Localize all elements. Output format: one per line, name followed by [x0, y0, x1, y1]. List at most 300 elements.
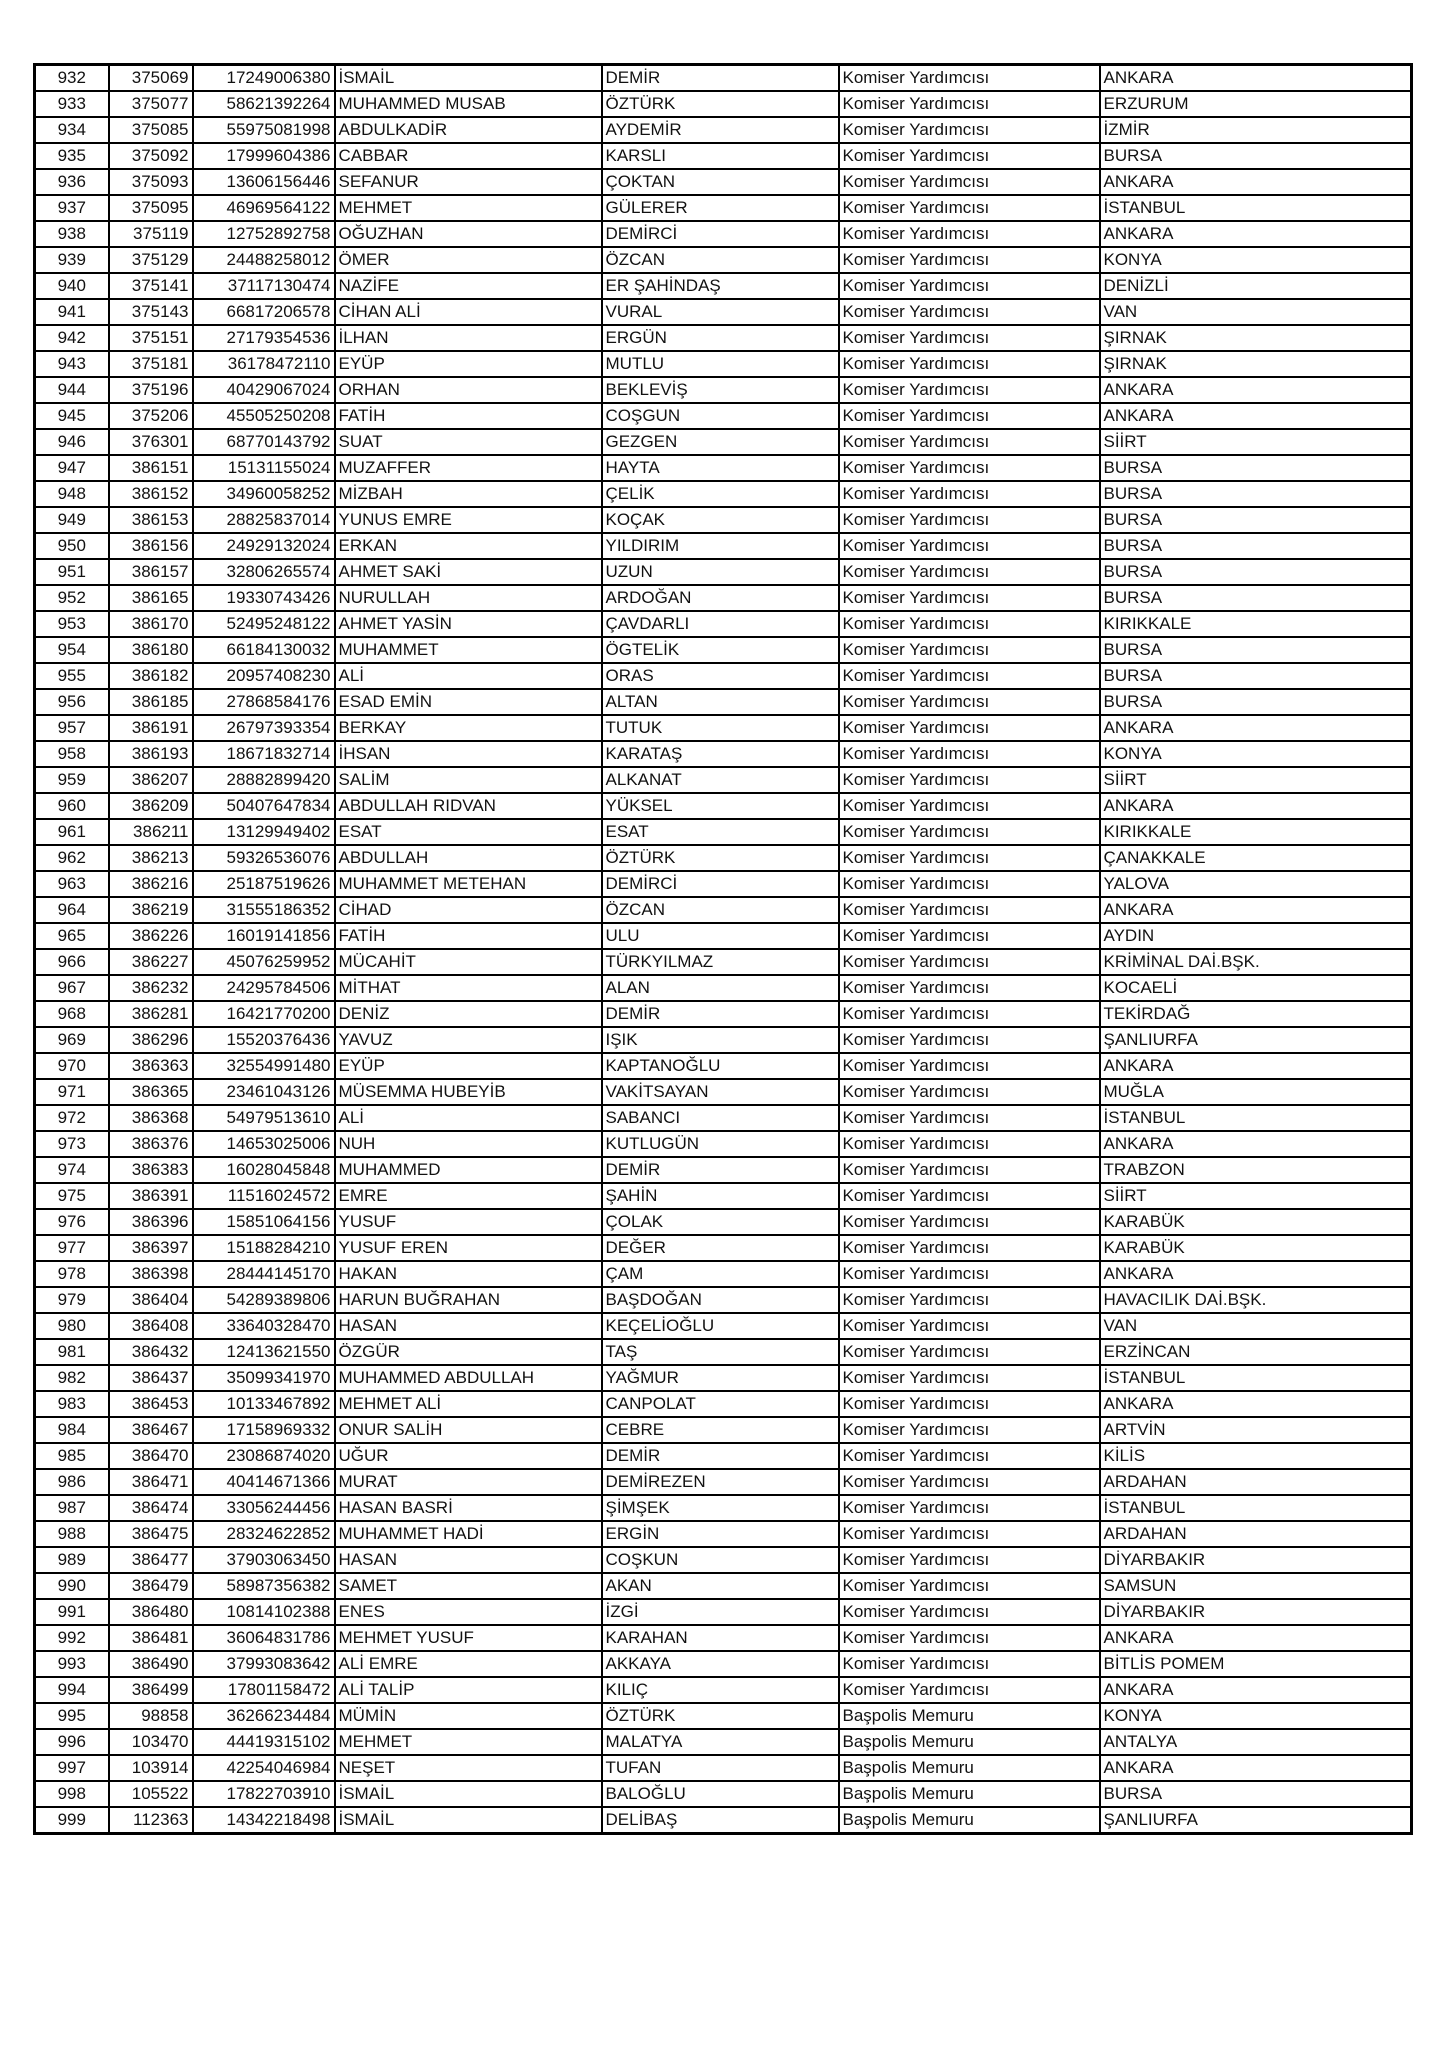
row-number-cell: 977: [35, 1235, 109, 1261]
rank-cell: Komiser Yardımcısı: [839, 741, 1100, 767]
rank-cell: Komiser Yardımcısı: [839, 1079, 1100, 1105]
table-row: [35, 1417, 1412, 1443]
last-name-cell: KEÇELİOĞLU: [602, 1313, 839, 1339]
row-number-cell: 994: [35, 1677, 109, 1703]
registry-number-cell: 386398: [109, 1261, 193, 1287]
row-number-cell: 937: [35, 195, 109, 221]
last-name-cell: ŞİMŞEK: [602, 1495, 839, 1521]
last-name-cell: TAŞ: [602, 1339, 839, 1365]
unit-cell: KİLİS: [1100, 1443, 1412, 1469]
last-name-cell: ÖZCAN: [602, 897, 839, 923]
first-name-cell: MUHAMMET HADİ: [335, 1521, 602, 1547]
rank-cell: Komiser Yardımcısı: [839, 1651, 1100, 1677]
row-number-cell: 962: [35, 845, 109, 871]
id-number-cell: 18671832714: [193, 741, 335, 767]
rank-cell: Komiser Yardımcısı: [839, 767, 1100, 793]
row-number-cell: 933: [35, 91, 109, 117]
first-name-cell: MEHMET YUSUF: [335, 1625, 602, 1651]
unit-cell: İSTANBUL: [1100, 1495, 1412, 1521]
row-number-cell: 975: [35, 1183, 109, 1209]
row-number-cell: 973: [35, 1131, 109, 1157]
unit-cell: DENİZLİ: [1100, 273, 1412, 299]
table-row: [35, 871, 1412, 897]
unit-cell: ANKARA: [1100, 793, 1412, 819]
registry-number-cell: 386453: [109, 1391, 193, 1417]
id-number-cell: 13606156446: [193, 169, 335, 195]
first-name-cell: DENİZ: [335, 1001, 602, 1027]
last-name-cell: TÜRKYILMAZ: [602, 949, 839, 975]
rank-cell: Komiser Yardımcısı: [839, 845, 1100, 871]
unit-cell: ŞIRNAK: [1100, 325, 1412, 351]
rank-cell: Komiser Yardımcısı: [839, 1261, 1100, 1287]
row-number-cell: 996: [35, 1729, 109, 1755]
rank-cell: Komiser Yardımcısı: [839, 1391, 1100, 1417]
id-number-cell: 16028045848: [193, 1157, 335, 1183]
first-name-cell: NURULLAH: [335, 585, 602, 611]
last-name-cell: HAYTA: [602, 455, 839, 481]
unit-cell: ANKARA: [1100, 1261, 1412, 1287]
rank-cell: Komiser Yardımcısı: [839, 1053, 1100, 1079]
last-name-cell: AKKAYA: [602, 1651, 839, 1677]
rank-cell: Komiser Yardımcısı: [839, 689, 1100, 715]
registry-number-cell: 386490: [109, 1651, 193, 1677]
id-number-cell: 15188284210: [193, 1235, 335, 1261]
id-number-cell: 27179354536: [193, 325, 335, 351]
id-number-cell: 54289389806: [193, 1287, 335, 1313]
rank-cell: Komiser Yardımcısı: [839, 1547, 1100, 1573]
id-number-cell: 25187519626: [193, 871, 335, 897]
id-number-cell: 17999604386: [193, 143, 335, 169]
row-number-cell: 989: [35, 1547, 109, 1573]
table-row: [35, 299, 1412, 325]
table-row: [35, 429, 1412, 455]
table-row: [35, 1599, 1412, 1625]
unit-cell: İZMİR: [1100, 117, 1412, 143]
row-number-cell: 998: [35, 1781, 109, 1807]
first-name-cell: YAVUZ: [335, 1027, 602, 1053]
unit-cell: ERZİNCAN: [1100, 1339, 1412, 1365]
table-row: [35, 1391, 1412, 1417]
row-number-cell: 934: [35, 117, 109, 143]
last-name-cell: ERGİN: [602, 1521, 839, 1547]
registry-number-cell: 98858: [109, 1703, 193, 1729]
rank-cell: Komiser Yardımcısı: [839, 1495, 1100, 1521]
table-body: [35, 65, 1412, 1834]
row-number-cell: 963: [35, 871, 109, 897]
registry-number-cell: 386219: [109, 897, 193, 923]
id-number-cell: 50407647834: [193, 793, 335, 819]
table-row: [35, 845, 1412, 871]
id-number-cell: 42254046984: [193, 1755, 335, 1781]
id-number-cell: 27868584176: [193, 689, 335, 715]
last-name-cell: KARATAŞ: [602, 741, 839, 767]
rank-cell: Komiser Yardımcısı: [839, 117, 1100, 143]
first-name-cell: FATİH: [335, 923, 602, 949]
rank-cell: Komiser Yardımcısı: [839, 247, 1100, 273]
unit-cell: KONYA: [1100, 247, 1412, 273]
last-name-cell: SABANCI: [602, 1105, 839, 1131]
rank-cell: Komiser Yardımcısı: [839, 949, 1100, 975]
row-number-cell: 982: [35, 1365, 109, 1391]
first-name-cell: MEHMET: [335, 1729, 602, 1755]
first-name-cell: CABBAR: [335, 143, 602, 169]
first-name-cell: ABDULLAH RIDVAN: [335, 793, 602, 819]
id-number-cell: 24295784506: [193, 975, 335, 1001]
row-number-cell: 961: [35, 819, 109, 845]
table-row: [35, 273, 1412, 299]
row-number-cell: 939: [35, 247, 109, 273]
rank-cell: Komiser Yardımcısı: [839, 273, 1100, 299]
row-number-cell: 992: [35, 1625, 109, 1651]
row-number-cell: 944: [35, 377, 109, 403]
first-name-cell: MEHMET ALİ: [335, 1391, 602, 1417]
row-number-cell: 997: [35, 1755, 109, 1781]
first-name-cell: UĞUR: [335, 1443, 602, 1469]
last-name-cell: DEMİRCİ: [602, 221, 839, 247]
rank-cell: Komiser Yardımcısı: [839, 377, 1100, 403]
id-number-cell: 40429067024: [193, 377, 335, 403]
registry-number-cell: 386170: [109, 611, 193, 637]
unit-cell: ARTVİN: [1100, 1417, 1412, 1443]
unit-cell: KOCAELİ: [1100, 975, 1412, 1001]
last-name-cell: ŞAHİN: [602, 1183, 839, 1209]
table-row: [35, 1547, 1412, 1573]
rank-cell: Komiser Yardımcısı: [839, 1365, 1100, 1391]
id-number-cell: 23461043126: [193, 1079, 335, 1105]
table-row: [35, 1443, 1412, 1469]
unit-cell: ANKARA: [1100, 403, 1412, 429]
rank-cell: Komiser Yardımcısı: [839, 481, 1100, 507]
id-number-cell: 15520376436: [193, 1027, 335, 1053]
row-number-cell: 993: [35, 1651, 109, 1677]
rank-cell: Komiser Yardımcısı: [839, 455, 1100, 481]
table-row: [35, 1235, 1412, 1261]
rank-cell: Komiser Yardımcısı: [839, 559, 1100, 585]
unit-cell: ANKARA: [1100, 221, 1412, 247]
table-row: [35, 715, 1412, 741]
id-number-cell: 12413621550: [193, 1339, 335, 1365]
first-name-cell: YUNUS EMRE: [335, 507, 602, 533]
first-name-cell: HASAN BASRİ: [335, 1495, 602, 1521]
row-number-cell: 981: [35, 1339, 109, 1365]
table-row: [35, 1339, 1412, 1365]
row-number-cell: 995: [35, 1703, 109, 1729]
unit-cell: KRİMİNAL DAİ.BŞK.: [1100, 949, 1412, 975]
registry-number-cell: 386475: [109, 1521, 193, 1547]
first-name-cell: ESAD EMİN: [335, 689, 602, 715]
rank-cell: Komiser Yardımcısı: [839, 403, 1100, 429]
id-number-cell: 16421770200: [193, 1001, 335, 1027]
first-name-cell: MÜMİN: [335, 1703, 602, 1729]
unit-cell: DİYARBAKIR: [1100, 1547, 1412, 1573]
last-name-cell: YÜKSEL: [602, 793, 839, 819]
table-row: [35, 455, 1412, 481]
registry-number-cell: 386227: [109, 949, 193, 975]
unit-cell: SAMSUN: [1100, 1573, 1412, 1599]
last-name-cell: TUTUK: [602, 715, 839, 741]
last-name-cell: AKAN: [602, 1573, 839, 1599]
first-name-cell: İHSAN: [335, 741, 602, 767]
unit-cell: ŞIRNAK: [1100, 351, 1412, 377]
first-name-cell: EYÜP: [335, 351, 602, 377]
registry-number-cell: 386296: [109, 1027, 193, 1053]
id-number-cell: 44419315102: [193, 1729, 335, 1755]
registry-number-cell: 112363: [109, 1807, 193, 1834]
registry-number-cell: 386365: [109, 1079, 193, 1105]
last-name-cell: YAĞMUR: [602, 1365, 839, 1391]
registry-number-cell: 103914: [109, 1755, 193, 1781]
rank-cell: Komiser Yardımcısı: [839, 299, 1100, 325]
first-name-cell: FATİH: [335, 403, 602, 429]
registry-number-cell: 386151: [109, 455, 193, 481]
unit-cell: ANKARA: [1100, 169, 1412, 195]
id-number-cell: 55975081998: [193, 117, 335, 143]
rank-cell: Komiser Yardımcısı: [839, 1469, 1100, 1495]
rank-cell: Komiser Yardımcısı: [839, 975, 1100, 1001]
table-row: [35, 1677, 1412, 1703]
row-number-cell: 974: [35, 1157, 109, 1183]
last-name-cell: ÇOLAK: [602, 1209, 839, 1235]
rank-cell: Komiser Yardımcısı: [839, 715, 1100, 741]
first-name-cell: HASAN: [335, 1547, 602, 1573]
unit-cell: KARABÜK: [1100, 1235, 1412, 1261]
registry-number-cell: 386213: [109, 845, 193, 871]
first-name-cell: MUHAMMED ABDULLAH: [335, 1365, 602, 1391]
last-name-cell: ÇELİK: [602, 481, 839, 507]
id-number-cell: 15131155024: [193, 455, 335, 481]
table-row: [35, 897, 1412, 923]
table-row: [35, 663, 1412, 689]
registry-number-cell: 386470: [109, 1443, 193, 1469]
id-number-cell: 28882899420: [193, 767, 335, 793]
unit-cell: ANKARA: [1100, 897, 1412, 923]
rank-cell: Başpolis Memuru: [839, 1755, 1100, 1781]
last-name-cell: DEĞER: [602, 1235, 839, 1261]
last-name-cell: VURAL: [602, 299, 839, 325]
first-name-cell: ORHAN: [335, 377, 602, 403]
first-name-cell: İSMAİL: [335, 1781, 602, 1807]
first-name-cell: ABDULKADİR: [335, 117, 602, 143]
first-name-cell: HAKAN: [335, 1261, 602, 1287]
table-row: [35, 1209, 1412, 1235]
id-number-cell: 68770143792: [193, 429, 335, 455]
row-number-cell: 978: [35, 1261, 109, 1287]
table-row: [35, 949, 1412, 975]
table-row: [35, 325, 1412, 351]
registry-number-cell: 386397: [109, 1235, 193, 1261]
unit-cell: BURSA: [1100, 559, 1412, 585]
unit-cell: KARABÜK: [1100, 1209, 1412, 1235]
unit-cell: BURSA: [1100, 637, 1412, 663]
rank-cell: Komiser Yardımcısı: [839, 1339, 1100, 1365]
row-number-cell: 979: [35, 1287, 109, 1313]
row-number-cell: 932: [35, 65, 109, 92]
last-name-cell: ÖGTELİK: [602, 637, 839, 663]
unit-cell: BURSA: [1100, 533, 1412, 559]
row-number-cell: 949: [35, 507, 109, 533]
unit-cell: SİİRT: [1100, 429, 1412, 455]
id-number-cell: 17822703910: [193, 1781, 335, 1807]
first-name-cell: MÜSEMMA HUBEYİB: [335, 1079, 602, 1105]
table-row: [35, 1651, 1412, 1677]
first-name-cell: SAMET: [335, 1573, 602, 1599]
registry-number-cell: 386165: [109, 585, 193, 611]
registry-number-cell: 375141: [109, 273, 193, 299]
personnel-table: [33, 63, 1413, 1835]
table-row: [35, 1261, 1412, 1287]
last-name-cell: GEZGEN: [602, 429, 839, 455]
rank-cell: Komiser Yardımcısı: [839, 897, 1100, 923]
rank-cell: Komiser Yardımcısı: [839, 1573, 1100, 1599]
last-name-cell: ESAT: [602, 819, 839, 845]
table-row: [35, 195, 1412, 221]
rank-cell: Komiser Yardımcısı: [839, 1157, 1100, 1183]
last-name-cell: COŞGUN: [602, 403, 839, 429]
registry-number-cell: 386383: [109, 1157, 193, 1183]
last-name-cell: DEMİREZEN: [602, 1469, 839, 1495]
registry-number-cell: 375077: [109, 91, 193, 117]
registry-number-cell: 375181: [109, 351, 193, 377]
unit-cell: ANKARA: [1100, 377, 1412, 403]
last-name-cell: ÇAM: [602, 1261, 839, 1287]
id-number-cell: 37117130474: [193, 273, 335, 299]
first-name-cell: NUH: [335, 1131, 602, 1157]
rank-cell: Komiser Yardımcısı: [839, 1625, 1100, 1651]
id-number-cell: 45076259952: [193, 949, 335, 975]
id-number-cell: 17158969332: [193, 1417, 335, 1443]
last-name-cell: GÜLERER: [602, 195, 839, 221]
rank-cell: Komiser Yardımcısı: [839, 637, 1100, 663]
rank-cell: Başpolis Memuru: [839, 1781, 1100, 1807]
row-number-cell: 986: [35, 1469, 109, 1495]
registry-number-cell: 375129: [109, 247, 193, 273]
table-row: [35, 611, 1412, 637]
table-row: [35, 481, 1412, 507]
registry-number-cell: 386226: [109, 923, 193, 949]
last-name-cell: BALOĞLU: [602, 1781, 839, 1807]
registry-number-cell: 105522: [109, 1781, 193, 1807]
registry-number-cell: 376301: [109, 429, 193, 455]
last-name-cell: DEMİR: [602, 1443, 839, 1469]
id-number-cell: 24929132024: [193, 533, 335, 559]
id-number-cell: 59326536076: [193, 845, 335, 871]
table-row: [35, 1625, 1412, 1651]
table-row: [35, 1365, 1412, 1391]
rank-cell: Başpolis Memuru: [839, 1703, 1100, 1729]
first-name-cell: MİTHAT: [335, 975, 602, 1001]
rank-cell: Komiser Yardımcısı: [839, 1417, 1100, 1443]
first-name-cell: MUHAMMET: [335, 637, 602, 663]
row-number-cell: 983: [35, 1391, 109, 1417]
unit-cell: MUĞLA: [1100, 1079, 1412, 1105]
registry-number-cell: 375151: [109, 325, 193, 351]
id-number-cell: 14342218498: [193, 1807, 335, 1834]
id-number-cell: 32554991480: [193, 1053, 335, 1079]
id-number-cell: 37993083642: [193, 1651, 335, 1677]
unit-cell: ANKARA: [1100, 1131, 1412, 1157]
unit-cell: KIRIKKALE: [1100, 819, 1412, 845]
rank-cell: Komiser Yardımcısı: [839, 169, 1100, 195]
first-name-cell: OĞUZHAN: [335, 221, 602, 247]
unit-cell: DİYARBAKIR: [1100, 1599, 1412, 1625]
table-row: [35, 403, 1412, 429]
table-row: [35, 767, 1412, 793]
registry-number-cell: 386193: [109, 741, 193, 767]
unit-cell: HAVACILIK DAİ.BŞK.: [1100, 1287, 1412, 1313]
first-name-cell: AHMET YASİN: [335, 611, 602, 637]
row-number-cell: 950: [35, 533, 109, 559]
table-row: [35, 1703, 1412, 1729]
table-row: [35, 793, 1412, 819]
unit-cell: BURSA: [1100, 1781, 1412, 1807]
table-row: [35, 533, 1412, 559]
row-number-cell: 955: [35, 663, 109, 689]
last-name-cell: CEBRE: [602, 1417, 839, 1443]
row-number-cell: 972: [35, 1105, 109, 1131]
registry-number-cell: 386207: [109, 767, 193, 793]
table-row: [35, 1053, 1412, 1079]
unit-cell: KONYA: [1100, 741, 1412, 767]
row-number-cell: 947: [35, 455, 109, 481]
table-row: [35, 585, 1412, 611]
last-name-cell: DEMİR: [602, 65, 839, 92]
table-row: [35, 1729, 1412, 1755]
unit-cell: ŞANLIURFA: [1100, 1807, 1412, 1834]
registry-number-cell: 386191: [109, 715, 193, 741]
unit-cell: ÇANAKKALE: [1100, 845, 1412, 871]
unit-cell: İSTANBUL: [1100, 1365, 1412, 1391]
registry-number-cell: 386474: [109, 1495, 193, 1521]
last-name-cell: ERGÜN: [602, 325, 839, 351]
table-row: [35, 351, 1412, 377]
last-name-cell: ALTAN: [602, 689, 839, 715]
row-number-cell: 990: [35, 1573, 109, 1599]
first-name-cell: ERKAN: [335, 533, 602, 559]
unit-cell: BURSA: [1100, 585, 1412, 611]
rank-cell: Komiser Yardımcısı: [839, 1131, 1100, 1157]
unit-cell: ARDAHAN: [1100, 1521, 1412, 1547]
last-name-cell: ALKANAT: [602, 767, 839, 793]
row-number-cell: 985: [35, 1443, 109, 1469]
rank-cell: Komiser Yardımcısı: [839, 923, 1100, 949]
first-name-cell: MEHMET: [335, 195, 602, 221]
row-number-cell: 991: [35, 1599, 109, 1625]
id-number-cell: 11516024572: [193, 1183, 335, 1209]
registry-number-cell: 386209: [109, 793, 193, 819]
table-row: [35, 143, 1412, 169]
registry-number-cell: 375196: [109, 377, 193, 403]
first-name-cell: EYÜP: [335, 1053, 602, 1079]
first-name-cell: AHMET SAKİ: [335, 559, 602, 585]
first-name-cell: ÖZGÜR: [335, 1339, 602, 1365]
last-name-cell: ÖZCAN: [602, 247, 839, 273]
row-number-cell: 957: [35, 715, 109, 741]
registry-number-cell: 375206: [109, 403, 193, 429]
unit-cell: ANKARA: [1100, 1755, 1412, 1781]
registry-number-cell: 386156: [109, 533, 193, 559]
last-name-cell: ER ŞAHİNDAŞ: [602, 273, 839, 299]
rank-cell: Komiser Yardımcısı: [839, 611, 1100, 637]
row-number-cell: 951: [35, 559, 109, 585]
id-number-cell: 58987356382: [193, 1573, 335, 1599]
first-name-cell: MÜCAHİT: [335, 949, 602, 975]
unit-cell: İSTANBUL: [1100, 195, 1412, 221]
table-row: [35, 923, 1412, 949]
unit-cell: ANKARA: [1100, 715, 1412, 741]
first-name-cell: ÖMER: [335, 247, 602, 273]
row-number-cell: 953: [35, 611, 109, 637]
registry-number-cell: 386232: [109, 975, 193, 1001]
